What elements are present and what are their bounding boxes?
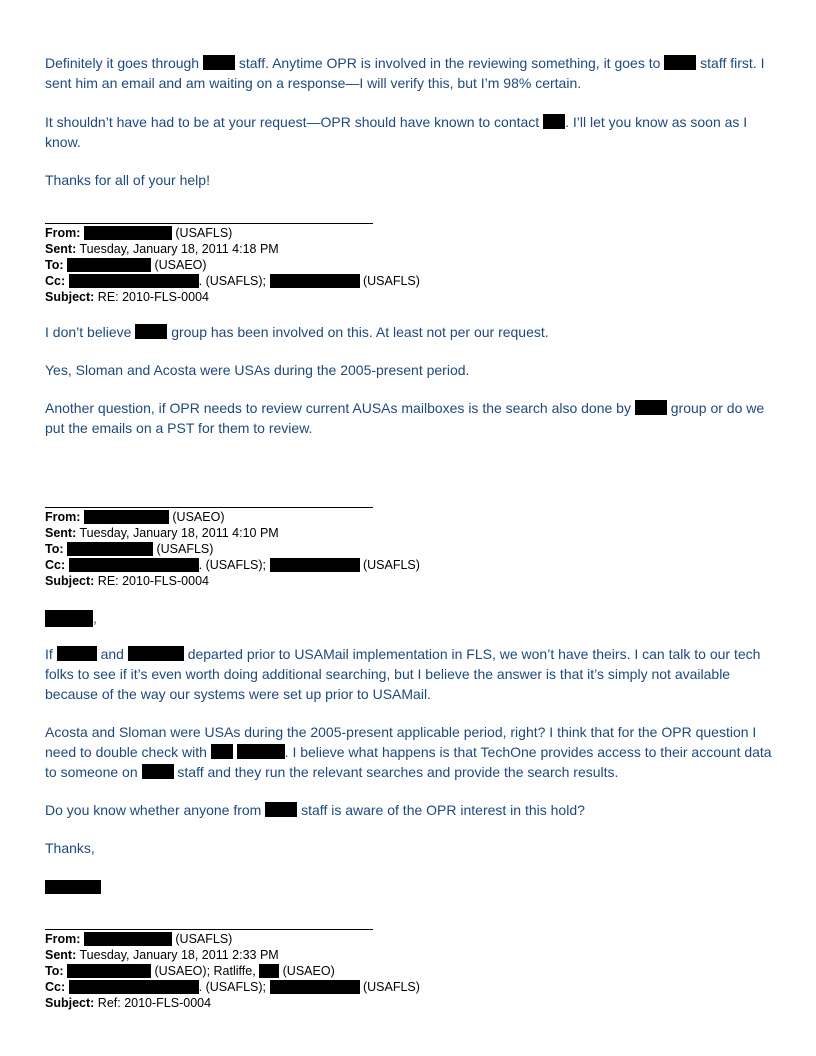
text: I don’t believe	[45, 324, 132, 340]
signature-redaction	[45, 880, 101, 894]
text: staff. Anytime OPR is involved in the reviewing something, it goes to	[238, 55, 661, 71]
redaction	[57, 646, 97, 661]
redaction	[67, 258, 151, 272]
redaction	[664, 55, 696, 70]
reply-paragraph-1	[45, 53, 780, 93]
header-rule	[45, 929, 373, 930]
closing: Thanks,	[45, 840, 95, 856]
text: departed prior to USAMail implementation in FLS, we won’t have theirs. I can talk to our tech folks to see if it’s even worth doing additional searching, but I believe the answer is that it’s simply not available because of the way our systems were set up prior to USAMail.	[45, 646, 761, 702]
redaction	[270, 558, 360, 572]
redaction	[259, 964, 279, 978]
from-line: From: (USAFLS)	[45, 226, 233, 240]
header-rule	[45, 223, 373, 224]
text: group has been involved on this. At least not per our request.	[171, 324, 549, 340]
redaction	[270, 274, 360, 288]
cc-line: Cc: . (USAFLS); (USAFLS)	[45, 274, 420, 288]
cc-line: Cc: . (USAFLS); (USAFLS)	[45, 558, 420, 572]
to-line: To: (USAEO)	[45, 258, 207, 272]
text: . I believe what happens is that TechOne provides access to their account data to someone on	[45, 744, 772, 780]
redaction	[142, 764, 174, 779]
redaction	[265, 802, 297, 817]
reply-paragraph-3: Thanks for all of your help!	[45, 172, 210, 188]
redaction	[211, 744, 233, 759]
redaction	[128, 646, 184, 661]
text: staff first. I sent him an email and am waiting on a response—I will verify this, but I’m 98% certain.	[45, 55, 765, 91]
redaction	[84, 510, 169, 524]
redaction	[69, 558, 199, 572]
redaction	[67, 964, 151, 978]
sent-line: Sent: Tuesday, January 18, 2011 2:33 PM	[45, 948, 279, 962]
redaction	[84, 932, 172, 946]
email1-paragraph-2: Yes, Sloman and Acosta were USAs during the 2005-present period.	[45, 362, 470, 378]
reply-paragraph-2	[45, 112, 780, 152]
cc-line: Cc: . (USAFLS); (USAFLS)	[45, 980, 420, 994]
redaction	[270, 980, 360, 994]
text: and	[100, 646, 124, 662]
sent-line: Sent: Tuesday, January 18, 2011 4:18 PM	[45, 242, 279, 256]
email-header-3	[45, 931, 780, 1011]
text: group or do we put the emails on a PST for them to review.	[45, 400, 765, 436]
redaction	[67, 542, 153, 556]
redaction	[237, 744, 285, 759]
redaction	[635, 400, 667, 415]
text: . I’ll let you know as soon as I know.	[45, 114, 748, 150]
header-rule	[45, 507, 373, 508]
text: Another question, if OPR needs to review current AUSAs mailboxes is the search also done by	[45, 400, 631, 416]
redaction	[543, 114, 565, 129]
redaction	[84, 226, 172, 240]
text: If	[45, 646, 53, 662]
text: staff is aware of the OPR interest in this hold?	[301, 802, 585, 818]
redaction	[135, 324, 167, 339]
to-line: To: (USAFLS)	[45, 542, 214, 556]
email2-paragraph-3	[45, 800, 780, 820]
redaction	[45, 610, 93, 627]
subject-line: Subject: RE: 2010-FLS-0004	[45, 574, 209, 588]
email1-paragraph-3	[45, 398, 780, 438]
to-line: To: (USAEO); Ratliffe, (USAEO)	[45, 964, 335, 978]
email2-paragraph-1	[45, 644, 780, 704]
text: staff and they run the relevant searches and provide the search results.	[177, 764, 619, 780]
text: Definitely it goes through	[45, 55, 200, 71]
subject-line: Subject: RE: 2010-FLS-0004	[45, 290, 209, 304]
text: Do you know whether anyone from	[45, 802, 262, 818]
redaction	[203, 55, 235, 70]
email-header-1	[45, 225, 780, 305]
email-header-2	[45, 509, 780, 589]
salutation: ,	[45, 608, 780, 628]
subject-line: Subject: Ref: 2010-FLS-0004	[45, 996, 212, 1010]
text: It shouldn’t have had to be at your request—OPR should have known to contact	[45, 114, 540, 130]
sent-line: Sent: Tuesday, January 18, 2011 4:10 PM	[45, 526, 279, 540]
email1-paragraph-1	[45, 322, 780, 342]
redaction	[69, 980, 199, 994]
from-line: From: (USAEO)	[45, 510, 225, 524]
redaction	[69, 274, 199, 288]
email2-paragraph-2	[45, 722, 780, 782]
from-line: From: (USAFLS)	[45, 932, 233, 946]
text: Acosta and Sloman were USAs during the 2005-present applicable period, right? I think that for the OPR question I need to double check with	[45, 724, 757, 760]
